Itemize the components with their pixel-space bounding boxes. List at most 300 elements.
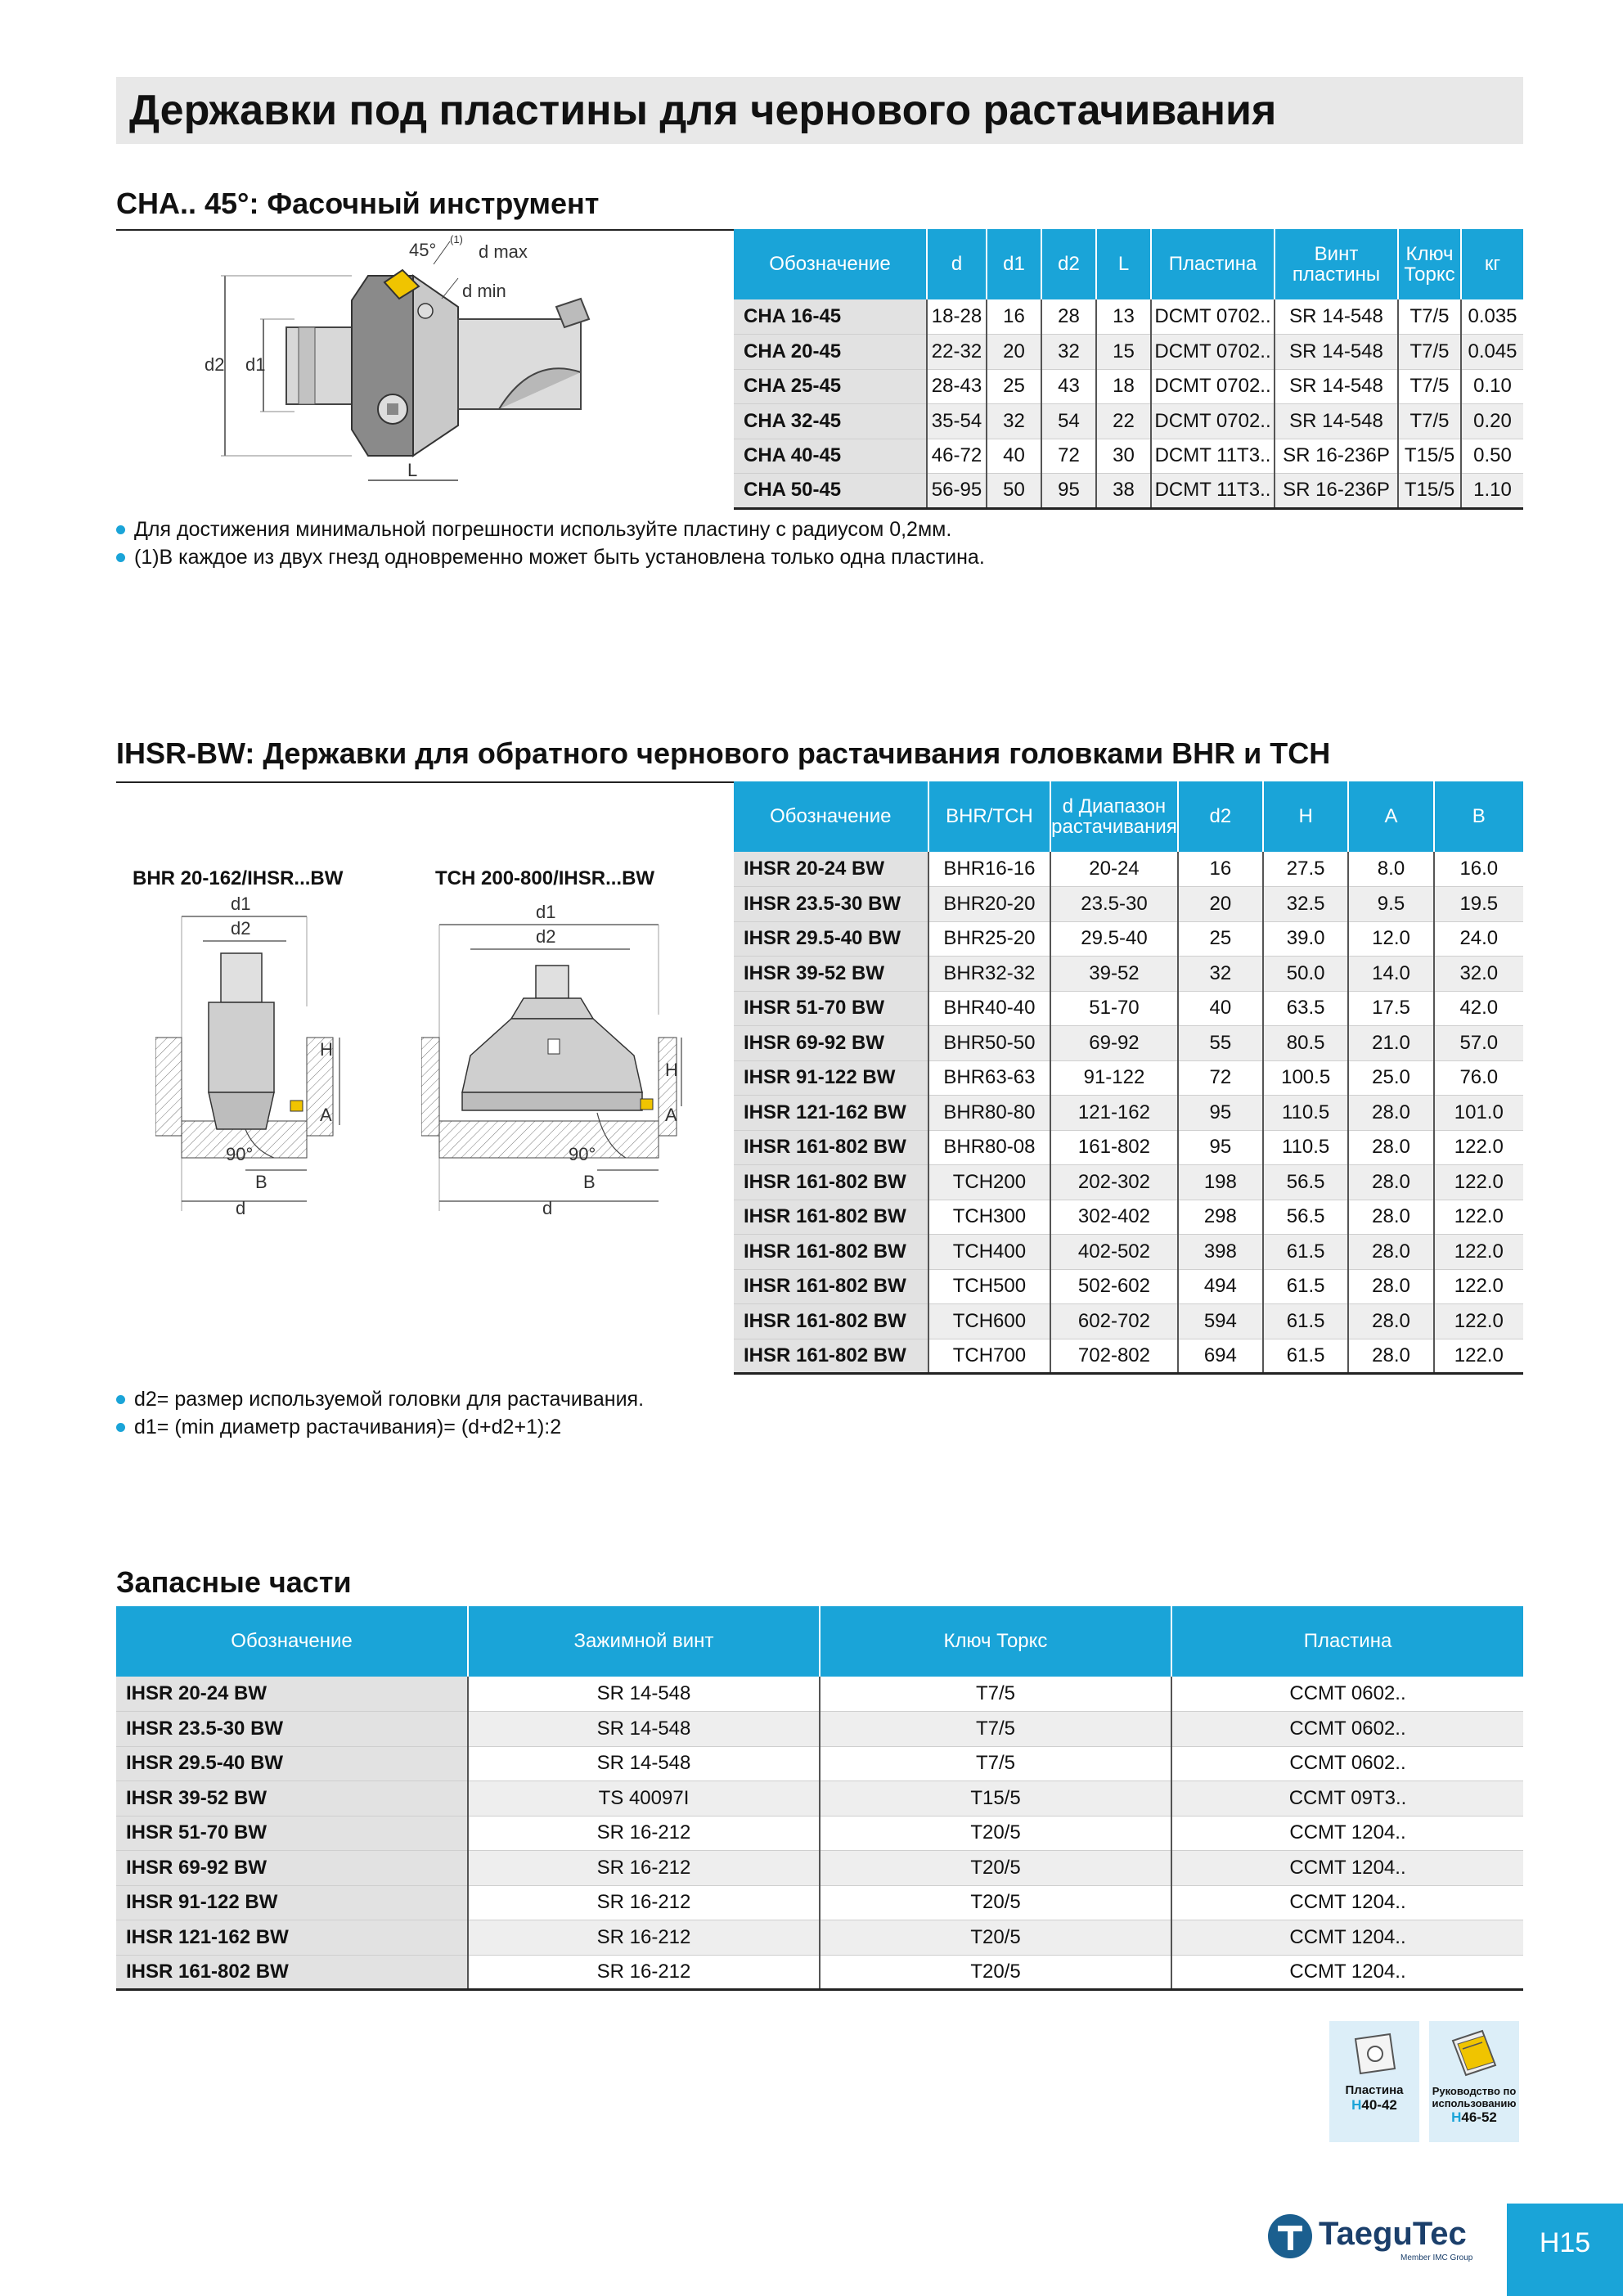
table-cell: T7/5 [820,1746,1171,1781]
table-cell: DCMT 11T3.. [1151,439,1275,474]
ref-insert-prefix: H [1351,2097,1362,2113]
bhr-label-angle: 90° [226,1144,254,1164]
note-text: d1= (min диаметр растачивания)= (d+d2+1):2 [134,1416,562,1438]
table-row [734,1096,1523,1131]
table-cell: 0.10 [1461,369,1523,404]
table-cell: 56-95 [927,474,987,509]
table-row [734,474,1523,509]
table-cell: IHSR 39-52 BW [734,957,928,992]
table-cell: 80.5 [1263,1026,1348,1061]
table-cell: 19.5 [1434,887,1523,922]
section1-title: CHA.. 45°: Фасочный инструмент [116,187,600,220]
table-cell: 22 [1096,404,1151,439]
table-cell: CHA 50-45 [734,474,927,509]
table-cell: 9.5 [1348,887,1433,922]
note-item [116,1385,644,1413]
table-cell: IHSR 29.5-40 BW [734,921,928,957]
tch-label-d: d [542,1198,553,1218]
table-cell: TCH700 [928,1339,1051,1374]
table-cell: 72 [1178,1060,1263,1096]
table-cell: SR 14-548 [1275,299,1398,335]
table-cell: CHA 32-45 [734,404,927,439]
table-row [116,1885,1523,1920]
section3-title: Запасные части [116,1565,352,1599]
tch-drawing [421,892,691,1219]
table-cell: T7/5 [1398,404,1461,439]
table-cell: 20 [987,335,1041,370]
table-cell: IHSR 161-802 BW [734,1304,928,1339]
table-cell: 32 [987,404,1041,439]
table-cell: 18-28 [927,299,987,335]
manual-icon [1441,2024,1507,2082]
cha-header-5: Пластина [1151,229,1275,299]
table-cell: IHSR 23.5-30 BW [116,1712,468,1747]
table-cell: BHR25-20 [928,921,1051,957]
table-cell: 91-122 [1050,1060,1178,1096]
ihsr-header-5: A [1348,781,1433,852]
ihsr-header-6: B [1434,781,1523,852]
table-cell: 25.0 [1348,1060,1433,1096]
table-cell: 76.0 [1434,1060,1523,1096]
table-cell: T15/5 [1398,474,1461,509]
table-cell: SR 14-548 [1275,404,1398,439]
table-row [116,1816,1523,1851]
section1-rule [116,229,734,231]
table-cell: 25 [1178,921,1263,957]
table-cell: CHA 20-45 [734,335,927,370]
table-cell: BHR80-08 [928,1130,1051,1165]
table-cell: 39.0 [1263,921,1348,957]
cha-table-header [734,229,1523,299]
table-cell: CCMT 09T3.. [1171,1781,1523,1817]
table-cell: T7/5 [1398,369,1461,404]
page-title: Державки под пластины для чернового растачивания [129,87,1277,134]
ref-insert-page: 40-42 [1361,2097,1397,2113]
table-cell: 32.5 [1263,887,1348,922]
table-cell: IHSR 69-92 BW [734,1026,928,1061]
table-cell: 12.0 [1348,921,1433,957]
table-cell: 20-24 [1050,852,1178,887]
table-cell: CHA 16-45 [734,299,927,335]
table-cell: 50.0 [1263,957,1348,992]
table-cell: IHSR 161-802 BW [734,1130,928,1165]
table-cell: 101.0 [1434,1096,1523,1131]
table-row [734,1304,1523,1339]
ref-guide[interactable] [1429,2021,1519,2142]
table-cell: 694 [1178,1339,1263,1374]
tch-label-A: A [665,1105,677,1125]
bhr-label-H: H [320,1039,333,1060]
table-cell: 51-70 [1050,991,1178,1026]
table-cell: IHSR 121-162 BW [734,1096,928,1131]
table-cell: 14.0 [1348,957,1433,992]
ihsr-header-3: d2 [1178,781,1263,852]
table-cell: 63.5 [1263,991,1348,1026]
table-cell: 202-302 [1050,1165,1178,1200]
brand-logo [1266,2209,1479,2267]
table-row [734,335,1523,370]
table-cell: IHSR 91-122 BW [734,1060,928,1096]
table-cell: BHR50-50 [928,1026,1051,1061]
table-row [116,1712,1523,1747]
table-cell: IHSR 29.5-40 BW [116,1746,468,1781]
table-row [116,1851,1523,1886]
table-cell: TCH400 [928,1235,1051,1270]
cha-label-footnote: (1) [450,233,463,245]
table-cell: SR 14-548 [468,1746,820,1781]
table-row [734,439,1523,474]
table-row [734,1235,1523,1270]
cha-header-7: Ключ Торкс [1398,229,1461,299]
bhr-label-d: d [236,1198,246,1218]
table-cell: T7/5 [1398,299,1461,335]
table-cell: 16.0 [1434,852,1523,887]
table-cell: 402-502 [1050,1235,1178,1270]
cha-label-L: L [407,460,418,480]
table-cell: 20 [1178,887,1263,922]
table-cell: BHR63-63 [928,1060,1051,1096]
table-cell: 95 [1178,1096,1263,1131]
table-cell: 13 [1096,299,1151,335]
table-cell: 16 [987,299,1041,335]
cha-header-0: Обозначение [734,229,927,299]
table-cell: CCMT 0602.. [1171,1677,1523,1712]
cha-label-d2: d2 [205,354,225,375]
table-cell: 28.0 [1348,1200,1433,1235]
ihsr-header-0: Обозначение [734,781,928,852]
table-cell: 122.0 [1434,1339,1523,1374]
table-cell: CCMT 1204.. [1171,1816,1523,1851]
table-cell: 43 [1041,369,1096,404]
table-cell: IHSR 20-24 BW [116,1677,468,1712]
table-cell: TCH500 [928,1269,1051,1304]
bhr-label-d1: d1 [231,894,251,914]
spare-parts-table [116,1606,1523,1991]
table-cell: CCMT 1204.. [1171,1885,1523,1920]
section1-notes [116,515,985,571]
note-text: Для достижения минимальной погрешности используйте пластину с радиусом 0,2мм. [134,518,952,541]
table-cell: SR 16-236P [1275,474,1398,509]
brand-mark-icon [1266,2213,1314,2260]
cha-header-8: кг [1461,229,1523,299]
table-cell: 57.0 [1434,1026,1523,1061]
table-row [734,1026,1523,1061]
table-cell: CCMT 1204.. [1171,1955,1523,1990]
table-cell: DCMT 11T3.. [1151,474,1275,509]
table-cell: SR 16-212 [468,1816,820,1851]
table-cell: IHSR 91-122 BW [116,1885,468,1920]
ihsr-table [734,781,1523,1375]
bhr-label-B: B [255,1172,268,1192]
tch-label-H: H [665,1060,678,1080]
bhr-label-A: A [320,1105,332,1125]
cha-label-angle: 45° [409,240,437,260]
table-cell: 28 [1041,299,1096,335]
table-cell: CCMT 1204.. [1171,1920,1523,1956]
table-cell: 72 [1041,439,1096,474]
table-cell: SR 16-212 [468,1885,820,1920]
brand-tagline: Member IMC Group [1400,2253,1473,2262]
table-row [734,1060,1523,1096]
table-cell: BHR32-32 [928,957,1051,992]
table-cell: SR 14-548 [468,1677,820,1712]
ref-guide-prefix: H [1451,2109,1462,2125]
table-cell: SR 14-548 [1275,335,1398,370]
table-cell: IHSR 69-92 BW [116,1851,468,1886]
table-cell: SR 16-212 [468,1920,820,1956]
table-cell: DCMT 0702.. [1151,335,1275,370]
bullet-icon [116,525,125,534]
table-cell: 35-54 [927,404,987,439]
ref-insert-label: Пластина [1345,2083,1404,2097]
bullet-icon [116,553,125,562]
cha-header-3: d2 [1041,229,1096,299]
table-cell: 122.0 [1434,1165,1523,1200]
table-cell: IHSR 121-162 BW [116,1920,468,1956]
table-row [734,887,1523,922]
brand-name: TaeguTec [1319,2216,1467,2252]
cha-header-1: d [927,229,987,299]
table-row [734,1130,1523,1165]
table-cell: SR 16-236P [1275,439,1398,474]
table-cell: 15 [1096,335,1151,370]
section2-title: IHSR-BW: Державки для обратного чернового растачивания головками BHR и TCH [116,736,1331,770]
table-cell: TCH600 [928,1304,1051,1339]
table-cell: 46-72 [927,439,987,474]
table-cell: CCMT 0602.. [1171,1746,1523,1781]
table-cell: 0.035 [1461,299,1523,335]
note-item [116,1413,644,1441]
table-row [734,1200,1523,1235]
table-cell: 69-92 [1050,1026,1178,1061]
note-text: d2= размер используемой головки для растачивания. [134,1388,645,1411]
table-cell: 398 [1178,1235,1263,1270]
table-cell: 32 [1041,335,1096,370]
bullet-icon [116,1423,125,1432]
table-cell: T20/5 [820,1955,1171,1990]
cha-header-4: L [1096,229,1151,299]
table-cell: 17.5 [1348,991,1433,1026]
table-cell: TCH300 [928,1200,1051,1235]
tch-label-angle: 90° [569,1144,596,1164]
note-item [116,543,985,571]
table-cell: T7/5 [820,1712,1171,1747]
table-cell: T20/5 [820,1885,1171,1920]
table-cell: BHR20-20 [928,887,1051,922]
table-cell: 28.0 [1348,1235,1433,1270]
table-cell: 8.0 [1348,852,1433,887]
table-cell: 22-32 [927,335,987,370]
table-cell: 16 [1178,852,1263,887]
table-cell: 0.50 [1461,439,1523,474]
table-cell: CHA 40-45 [734,439,927,474]
table-cell: 110.5 [1263,1096,1348,1131]
table-cell: 21.0 [1348,1026,1433,1061]
table-cell: 61.5 [1263,1269,1348,1304]
table-cell: 122.0 [1434,1269,1523,1304]
table-cell: 32.0 [1434,957,1523,992]
table-row [734,1165,1523,1200]
section2-notes [116,1385,644,1441]
cha-header-6: Винт пластины [1275,229,1398,299]
table-row [734,369,1523,404]
table-cell: 42.0 [1434,991,1523,1026]
table-cell: 27.5 [1263,852,1348,887]
tch-label-B: B [583,1172,596,1192]
table-cell: 24.0 [1434,921,1523,957]
spare-header-0: Обозначение [116,1606,468,1677]
table-cell: IHSR 20-24 BW [734,852,928,887]
table-cell: 25 [987,369,1041,404]
table-cell: 494 [1178,1269,1263,1304]
table-cell: 30 [1096,439,1151,474]
table-cell: 594 [1178,1304,1263,1339]
table-cell: 55 [1178,1026,1263,1061]
table-row [116,1746,1523,1781]
table-cell: 23.5-30 [1050,887,1178,922]
table-cell: 121-162 [1050,1096,1178,1131]
table-cell: 61.5 [1263,1304,1348,1339]
table-cell: SR 16-212 [468,1955,820,1990]
table-cell: 40 [1178,991,1263,1026]
cha-label-dmin: d min [462,281,506,301]
spare-parts-header [116,1606,1523,1677]
note-text: (1)В каждое из двух гнезд одновременно может быть установлена только одна пластина. [134,546,985,569]
table-cell: 39-52 [1050,957,1178,992]
table-row [116,1677,1523,1712]
bhr-label-d2: d2 [231,918,251,939]
table-cell: 28.0 [1348,1165,1433,1200]
table-cell: 298 [1178,1200,1263,1235]
section2-rule [116,781,734,783]
table-cell: SR 14-548 [1275,369,1398,404]
table-cell: 502-602 [1050,1269,1178,1304]
table-cell: 110.5 [1263,1130,1348,1165]
ref-guide-label: Руководство по использованию [1432,2085,1517,2109]
table-cell: 0.045 [1461,335,1523,370]
table-cell: BHR80-80 [928,1096,1051,1131]
table-cell: DCMT 0702.. [1151,299,1275,335]
table-cell: IHSR 51-70 BW [116,1816,468,1851]
cha-header-2: d1 [987,229,1041,299]
ihsr-table-header [734,781,1523,852]
table-row [116,1955,1523,1990]
table-cell: IHSR 161-802 BW [116,1955,468,1990]
table-cell: IHSR 51-70 BW [734,991,928,1026]
table-cell: CCMT 1204.. [1171,1851,1523,1886]
table-cell: IHSR 161-802 BW [734,1200,928,1235]
tch-label-d2: d2 [536,926,556,947]
table-cell: 702-802 [1050,1339,1178,1374]
table-cell: 302-402 [1050,1200,1178,1235]
table-row [734,991,1523,1026]
page-title-bar [116,77,1523,144]
table-cell: 0.20 [1461,404,1523,439]
page-number: H15 [1507,2204,1623,2296]
spare-header-3: Пластина [1171,1606,1523,1677]
ref-guide-page: 46-52 [1461,2109,1497,2125]
table-cell: 38 [1096,474,1151,509]
ihsr-header-1: BHR/TCH [928,781,1051,852]
table-cell: 95 [1041,474,1096,509]
caption-tch: TCH 200-800/IHSR...BW [435,867,655,889]
table-cell: IHSR 161-802 BW [734,1269,928,1304]
table-row [734,852,1523,887]
table-cell: 95 [1178,1130,1263,1165]
table-cell: 32 [1178,957,1263,992]
table-row [116,1920,1523,1956]
cha-table [734,229,1523,510]
table-cell: 28.0 [1348,1269,1433,1304]
cha-label-dmax: d max [479,241,528,262]
table-cell: CHA 25-45 [734,369,927,404]
table-cell: 56.5 [1263,1200,1348,1235]
table-cell: 122.0 [1434,1304,1523,1339]
table-cell: CCMT 0602.. [1171,1712,1523,1747]
table-cell: 28-43 [927,369,987,404]
table-cell: SR 16-212 [468,1851,820,1886]
table-cell: 198 [1178,1165,1263,1200]
table-cell: IHSR 23.5-30 BW [734,887,928,922]
table-cell: 29.5-40 [1050,921,1178,957]
table-cell: T15/5 [1398,439,1461,474]
table-cell: SR 14-548 [468,1712,820,1747]
note-item [116,515,985,543]
table-cell: 61.5 [1263,1339,1348,1374]
table-cell: BHR40-40 [928,991,1051,1026]
table-row [734,404,1523,439]
ihsr-header-2: d Диапазон растачивания [1050,781,1178,852]
table-cell: 602-702 [1050,1304,1178,1339]
table-cell: IHSR 39-52 BW [116,1781,468,1817]
table-cell: T20/5 [820,1920,1171,1956]
table-cell: 40 [987,439,1041,474]
table-row [734,921,1523,957]
table-cell: 122.0 [1434,1235,1523,1270]
bhr-drawing [155,892,352,1219]
table-cell: 1.10 [1461,474,1523,509]
table-cell: 28.0 [1348,1304,1433,1339]
table-cell: 161-802 [1050,1130,1178,1165]
table-cell: 100.5 [1263,1060,1348,1096]
spare-header-1: Зажимной винт [468,1606,820,1677]
table-cell: T15/5 [820,1781,1171,1817]
table-cell: 28.0 [1348,1339,1433,1374]
table-row [116,1781,1523,1817]
table-row [734,957,1523,992]
table-cell: 122.0 [1434,1130,1523,1165]
table-cell: 122.0 [1434,1200,1523,1235]
table-row [734,1269,1523,1304]
table-cell: T7/5 [820,1677,1171,1712]
table-cell: T20/5 [820,1816,1171,1851]
bullet-icon [116,1395,125,1404]
table-cell: 28.0 [1348,1130,1433,1165]
table-cell: 28.0 [1348,1096,1433,1131]
table-cell: 61.5 [1263,1235,1348,1270]
ref-insert[interactable] [1329,2021,1419,2142]
table-cell: TS 40097I [468,1781,820,1817]
tch-label-d1: d1 [536,902,556,922]
table-row [734,299,1523,335]
table-cell: T20/5 [820,1851,1171,1886]
table-cell: IHSR 161-802 BW [734,1339,928,1374]
table-cell: DCMT 0702.. [1151,404,1275,439]
spare-header-2: Ключ Торкс [820,1606,1171,1677]
table-cell: IHSR 161-802 BW [734,1165,928,1200]
insert-icon [1346,2029,1403,2080]
table-cell: BHR16-16 [928,852,1051,887]
